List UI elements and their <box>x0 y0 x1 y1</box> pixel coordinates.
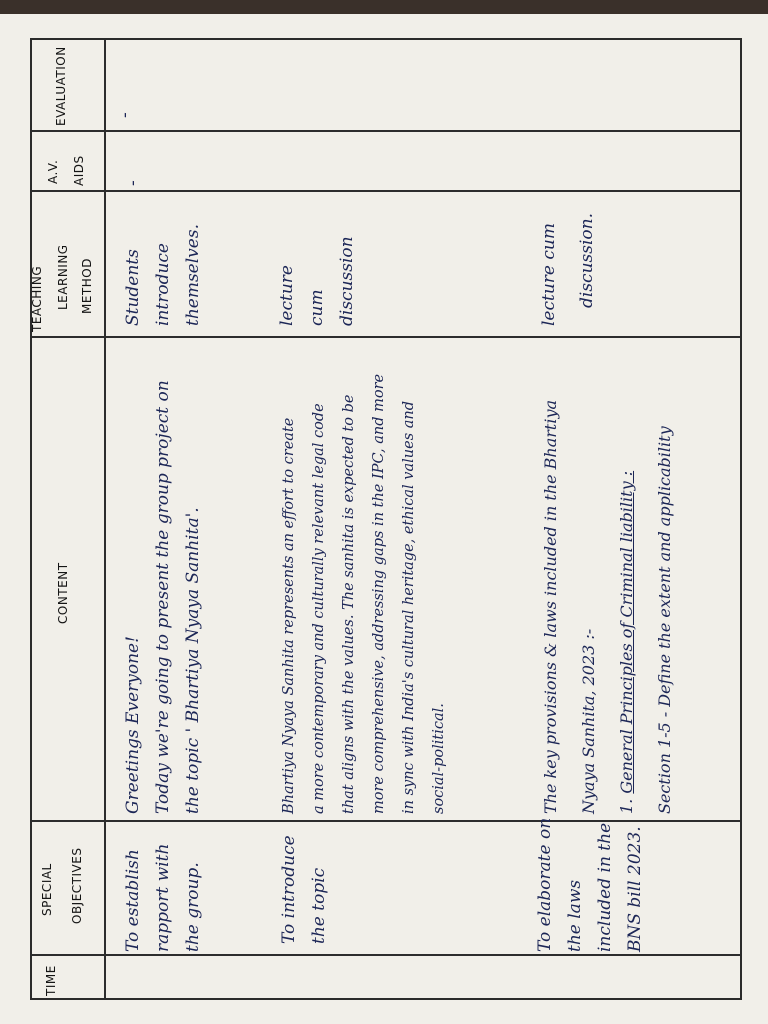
row3-method <box>530 213 606 326</box>
row3-principle-prefix: 1. <box>617 793 636 814</box>
header-method-2: LEARNING <box>56 244 70 310</box>
row1-content-line: the topic ' Bhartiya Nyaya Sanhita'. <box>183 507 203 814</box>
header-objectives-1: SPECIAL <box>40 863 54 916</box>
row2-method <box>272 236 362 326</box>
header-objectives-2: OBJECTIVES <box>70 847 84 924</box>
divider-eval-aids <box>32 130 740 132</box>
header-content: CONTENT <box>56 562 70 624</box>
row3-objective-line: the laws <box>565 879 585 952</box>
row1-evaluation: - <box>115 112 135 118</box>
row1-method-line: themselves. <box>183 224 203 326</box>
row2-content-line: Bhartiya Nyaya Sanhita represents an effort to create <box>281 417 297 814</box>
row2-method-line: lecture <box>277 265 297 326</box>
row3-method-line: discussion. <box>577 213 597 308</box>
row3-principle <box>608 400 646 814</box>
row3-objective-line: BNS bill 2023. <box>625 826 645 952</box>
row2-objective-line: the topic <box>309 867 329 944</box>
row2-content-line: more comprehensive, addressing gaps in the IPC, and more <box>371 373 387 814</box>
row2-objective-line: To introduce <box>279 835 299 944</box>
row3-content-line: Nyaya Sanhita, 2023 :- <box>579 628 598 814</box>
divider-aids-method <box>32 190 740 192</box>
row3-objective-line: included in the <box>595 822 615 952</box>
row2-content-line: in sync with India's cultural heritage, ethical values and <box>401 400 417 814</box>
header-evaluation: EVALUATION <box>54 46 68 126</box>
row1-content <box>118 380 208 814</box>
row1-content-line: Greetings Everyone! <box>123 636 143 814</box>
row1-objective-line: the group. <box>183 862 203 952</box>
row1-method-line: Students <box>123 249 143 326</box>
row1-objective-line: To establish <box>123 849 143 952</box>
header-method-3: METHOD <box>80 258 94 314</box>
row1-method-line: introduce <box>153 243 173 326</box>
row2-method-line: discussion <box>337 236 357 326</box>
row3-principle-detail: Section 1-5 - Define the extent and applicability <box>655 426 674 814</box>
row1-objective-line: rapport with <box>153 843 173 952</box>
row1-aids: - <box>123 180 143 186</box>
header-time: TIME <box>44 965 58 996</box>
row2-content-line: a more contemporary and culturally relevant legal code <box>311 403 327 814</box>
row3-method-line: lecture cum <box>539 223 559 326</box>
row2-method-line: cum <box>307 289 327 326</box>
row2-objective <box>274 835 334 944</box>
header-method-1: TEACHING <box>30 265 44 332</box>
divider-header-row <box>104 40 106 998</box>
row1-objective <box>118 844 208 952</box>
row2-content-line: social-political. <box>431 703 447 814</box>
row2-content <box>274 374 454 814</box>
row3-content <box>532 400 684 814</box>
header-aids-2: AIDS <box>72 155 86 186</box>
row1-method <box>118 224 208 326</box>
row3-objective <box>530 818 650 952</box>
row3-objective-line: To elaborate on <box>535 817 555 952</box>
row2-content-line: that aligns with the values. The sanhita is expected to be <box>341 394 357 814</box>
row3-principle-title: General Principles of Criminal liability : <box>617 470 636 794</box>
divider-objectives-time <box>32 954 740 956</box>
row1-content-line: Today we're going to present the group project on <box>153 380 173 814</box>
header-aids-1: A.V. <box>46 159 60 184</box>
paper-sheet <box>0 14 768 1024</box>
divider-method-content <box>32 336 740 338</box>
row3-content-line: The key provisions & laws included in the Bhartiya <box>541 399 560 814</box>
